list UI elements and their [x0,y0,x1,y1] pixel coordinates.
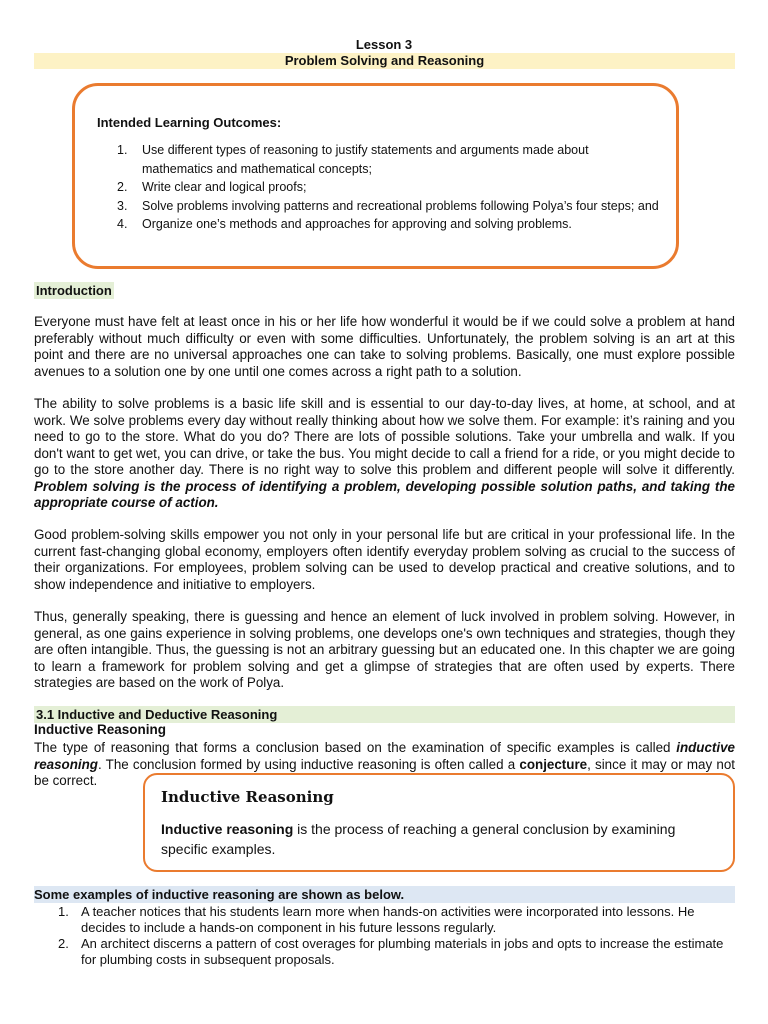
inductive-reasoning-subheading: Inductive Reasoning [34,722,167,737]
definition-text: Inductive reasoning is the process of reaching a general conclusion by examining specific examples. [161,821,676,857]
examples-list [58,904,728,968]
outcome-item: 1. Use different types of reasoning to justify statements and arguments made about mathematics and mathematical concepts; [117,143,589,176]
intro-paragraph-2: The ability to solve problems is a basic life skill and is essential to our day-to-day lives, at home, at school, and at work. We solve problems every day without really thinking about how we solve them. For example: it’s raining and you need to go to the store. What do you do? There are lots of possible solutions. Take your umbrella and walk. If you don't want to get wet, you can drive, or take the bus. You might decide to call a friend for a ride, or you might decide to go to the store another day. There is no right way to solve this problem and different people will solve it differently. Problem solving is the process of identifying a problem, developing possible solution paths, and taking the appropriate course of action. [34,396,735,510]
section-3-1-heading: 3.1 Inductive and Deductive Reasoning [34,706,735,723]
learning-outcomes-list [117,141,662,234]
intro-paragraph-4: Thus, generally speaking, there is guessing and hence an element of luck involved in problem solving. However, in general, as one gains experience in solving problems, one develops one's own techniques and strategies, though they are often intangible. Thus, the guessing is not an arbitrary guessing but an educated one. In this chapter we are going to learn a framework for problem solving and get a glimpse of strategies that are often used by experts. There strategies are based on the work of Polya. [34,609,735,690]
introduction-heading: Introduction [36,283,112,298]
outcome-item: 2. Write clear and logical proofs; [117,180,307,194]
learning-outcomes-heading: Intended Learning Outcomes: [97,115,282,130]
problem-solving-definition: Problem solving is the process of identifying a problem, developing possible solution paths, and taking the appropriate course of action. [34,478,735,510]
definition-box [143,773,735,872]
lesson-number: Lesson 3 [355,37,413,52]
intro-paragraph-1: Everyone must have felt at least once in his or her life how wonderful it would be if we could solve a problem at hand preferably without much difficulty or even with some difficulties. Unfortunately, the problem solving is an art at this point and there are no universal approaches one can take to solving problems. Basically, one must explore possible avenues to a solution one by one until one comes across a right path to a solution. [34,314,735,379]
example-item: 1. A teacher notices that his students learn more when hands-on activities were incorporated into lessons. He decides to include a hands-on component in his future lessons regularly. [58,904,695,935]
definition-title: Inductive Reasoning [161,788,334,806]
intro-paragraph-3: Good problem-solving skills empower you not only in your personal life but are critical in your professional life. In the current fast-changing global economy, employers often identify everyday problem solving as crucial to the success of their organizations. For employees, problem solving can be used to develop practical and creative solutions, and to show independence and initiative to employers. [34,527,735,592]
examples-heading: Some examples of inductive reasoning are shown as below. [34,886,735,903]
learning-outcomes-box [72,83,679,269]
outcome-item: 4. Organize one’s methods and approaches for approving and solving problems. [117,217,572,231]
lesson-title: Problem Solving and Reasoning [34,53,735,69]
outcome-item: 3. Solve problems involving patterns and recreational problems following Polya’s four steps; and [117,198,659,213]
inductive-reasoning-paragraph: The type of reasoning that forms a conclusion based on the examination of specific examples is called inductive reasoning. The conclusion formed by using inductive reasoning is often called a conjecture, since it may or may not be correct. [34,740,735,788]
example-item: 2. An architect discerns a pattern of cost overages for plumbing materials in jobs and opts to increase the estimate for plumbing costs in subsequent proposals. [58,936,724,967]
